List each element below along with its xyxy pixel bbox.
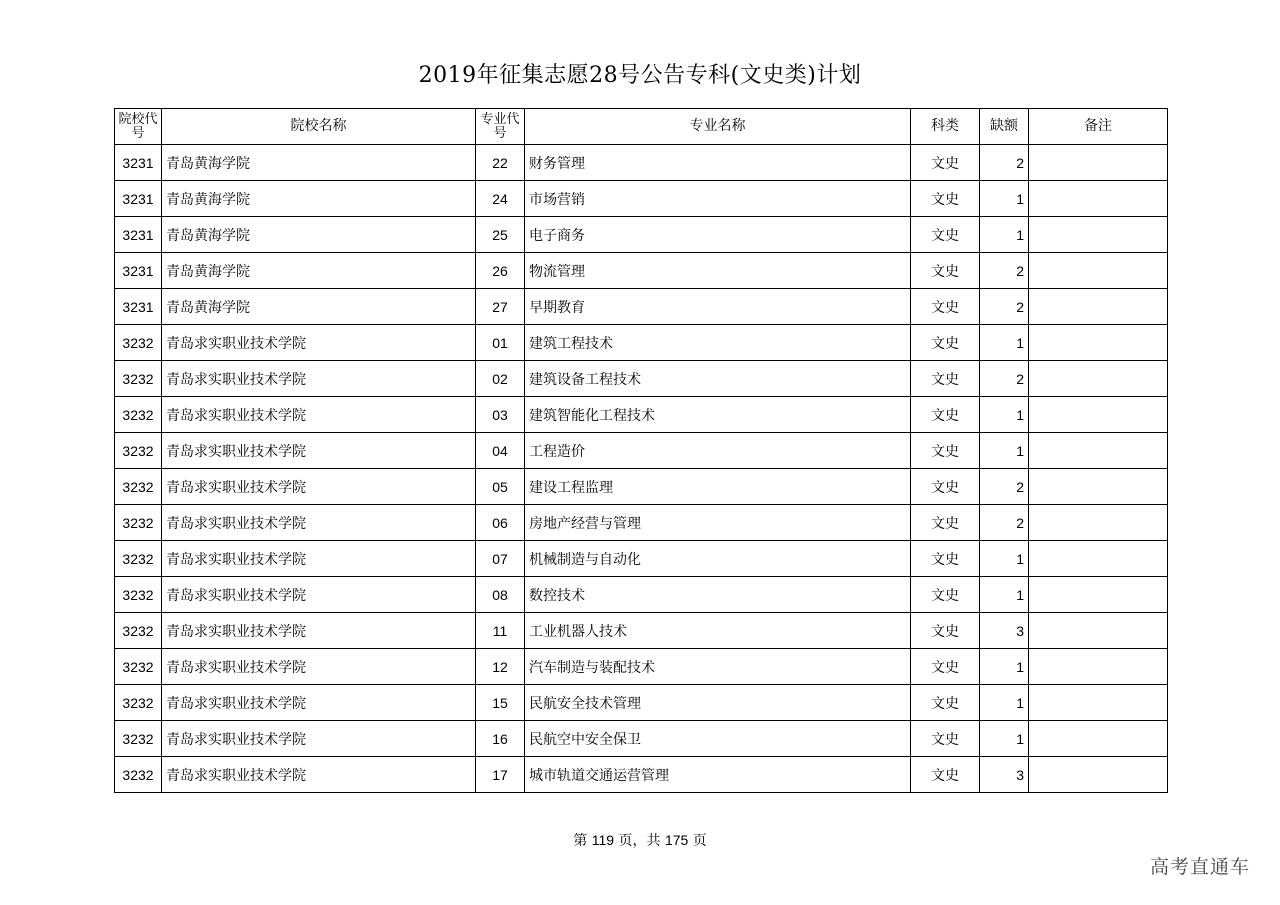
cell-remarks (1029, 361, 1168, 397)
cell-school-name: 青岛求实职业技术学院 (162, 649, 476, 685)
cell-remarks (1029, 325, 1168, 361)
cell-school-code: 3231 (115, 181, 162, 217)
cell-school-name: 青岛求实职业技术学院 (162, 325, 476, 361)
cell-vacancy: 2 (980, 361, 1029, 397)
cell-remarks (1029, 253, 1168, 289)
cell-category: 文史 (911, 361, 980, 397)
cell-category: 文史 (911, 469, 980, 505)
table-row (115, 613, 1168, 649)
table-row (115, 685, 1168, 721)
table-row (115, 253, 1168, 289)
cell-major-code: 06 (476, 505, 525, 541)
footer-middle: 页，共 (618, 833, 661, 849)
cell-category: 文史 (911, 757, 980, 793)
cell-major-name: 电子商务 (525, 217, 911, 253)
cell-school-code: 3232 (115, 361, 162, 397)
cell-remarks (1029, 505, 1168, 541)
cell-school-code: 3232 (115, 613, 162, 649)
table-row (115, 649, 1168, 685)
cell-major-code: 03 (476, 397, 525, 433)
cell-school-code: 3232 (115, 541, 162, 577)
plan-table (114, 108, 1168, 793)
cell-major-name: 汽车制造与装配技术 (525, 649, 911, 685)
header-vacancy: 缺额 (980, 109, 1029, 145)
cell-major-code: 15 (476, 685, 525, 721)
cell-vacancy: 2 (980, 253, 1029, 289)
cell-major-code: 02 (476, 361, 525, 397)
cell-school-code: 3231 (115, 217, 162, 253)
cell-major-code: 11 (476, 613, 525, 649)
cell-major-code: 16 (476, 721, 525, 757)
table-row (115, 289, 1168, 325)
cell-category: 文史 (911, 613, 980, 649)
cell-major-name: 早期教育 (525, 289, 911, 325)
cell-remarks (1029, 397, 1168, 433)
footer-total-pages: 175 (664, 832, 689, 848)
cell-school-code: 3231 (115, 289, 162, 325)
table-row (115, 181, 1168, 217)
cell-remarks (1029, 541, 1168, 577)
cell-major-name: 数控技术 (525, 577, 911, 613)
cell-vacancy: 2 (980, 469, 1029, 505)
table-row (115, 433, 1168, 469)
cell-remarks (1029, 433, 1168, 469)
page-title: 2019年征集志愿28号公告专科(文史类)计划 (418, 63, 862, 88)
cell-major-name: 民航安全技术管理 (525, 685, 911, 721)
cell-vacancy: 1 (980, 541, 1029, 577)
cell-school-name: 青岛求实职业技术学院 (162, 469, 476, 505)
cell-remarks (1029, 613, 1168, 649)
cell-category: 文史 (911, 433, 980, 469)
table-row (115, 577, 1168, 613)
cell-vacancy: 1 (980, 181, 1029, 217)
cell-remarks (1029, 217, 1168, 253)
cell-vacancy: 1 (980, 433, 1029, 469)
cell-school-name: 青岛求实职业技术学院 (162, 397, 476, 433)
cell-major-code: 01 (476, 325, 525, 361)
cell-major-name: 机械制造与自动化 (525, 541, 911, 577)
cell-school-name: 青岛黄海学院 (162, 253, 476, 289)
cell-school-code: 3231 (115, 145, 162, 181)
cell-school-name: 青岛求实职业技术学院 (162, 433, 476, 469)
cell-category: 文史 (911, 541, 980, 577)
cell-major-code: 05 (476, 469, 525, 505)
cell-remarks (1029, 757, 1168, 793)
cell-remarks (1029, 289, 1168, 325)
cell-school-name: 青岛黄海学院 (162, 145, 476, 181)
header-school-code: 院校代号 (115, 109, 162, 145)
cell-school-name: 青岛求实职业技术学院 (162, 541, 476, 577)
cell-category: 文史 (911, 217, 980, 253)
footer-suffix: 页 (692, 833, 707, 849)
cell-vacancy: 1 (980, 685, 1029, 721)
header-major-name: 专业名称 (525, 109, 911, 145)
page-footer (0, 830, 1280, 850)
cell-remarks (1029, 145, 1168, 181)
table-row (115, 721, 1168, 757)
cell-school-code: 3232 (115, 397, 162, 433)
cell-major-code: 17 (476, 757, 525, 793)
header-remarks: 备注 (1029, 109, 1168, 145)
cell-category: 文史 (911, 181, 980, 217)
cell-remarks (1029, 685, 1168, 721)
cell-school-code: 3232 (115, 433, 162, 469)
cell-category: 文史 (911, 397, 980, 433)
cell-major-name: 建筑工程技术 (525, 325, 911, 361)
cell-vacancy: 1 (980, 325, 1029, 361)
cell-major-name: 工程造价 (525, 433, 911, 469)
cell-remarks (1029, 649, 1168, 685)
cell-school-code: 3232 (115, 577, 162, 613)
table-body (115, 145, 1168, 793)
cell-school-name: 青岛黄海学院 (162, 289, 476, 325)
cell-school-code: 3232 (115, 649, 162, 685)
cell-school-code: 3232 (115, 505, 162, 541)
cell-school-code: 3231 (115, 253, 162, 289)
cell-vacancy: 1 (980, 649, 1029, 685)
table-row (115, 145, 1168, 181)
cell-school-name: 青岛求实职业技术学院 (162, 757, 476, 793)
cell-major-name: 物流管理 (525, 253, 911, 289)
cell-major-code: 26 (476, 253, 525, 289)
cell-school-name: 青岛求实职业技术学院 (162, 361, 476, 397)
cell-remarks (1029, 181, 1168, 217)
cell-category: 文史 (911, 289, 980, 325)
cell-vacancy: 1 (980, 721, 1029, 757)
table-header-row (115, 109, 1168, 145)
table-row (115, 397, 1168, 433)
cell-remarks (1029, 469, 1168, 505)
cell-school-name: 青岛黄海学院 (162, 217, 476, 253)
cell-major-name: 建筑设备工程技术 (525, 361, 911, 397)
cell-category: 文史 (911, 685, 980, 721)
cell-school-name: 青岛求实职业技术学院 (162, 613, 476, 649)
cell-vacancy: 2 (980, 505, 1029, 541)
cell-major-code: 12 (476, 649, 525, 685)
cell-school-name: 青岛求实职业技术学院 (162, 721, 476, 757)
cell-major-name: 房地产经营与管理 (525, 505, 911, 541)
cell-vacancy: 3 (980, 757, 1029, 793)
cell-major-name: 工业机器人技术 (525, 613, 911, 649)
cell-major-name: 建筑智能化工程技术 (525, 397, 911, 433)
footer-page-number: 119 (591, 832, 615, 848)
cell-category: 文史 (911, 145, 980, 181)
table-row (115, 217, 1168, 253)
cell-school-code: 3232 (115, 721, 162, 757)
cell-major-code: 22 (476, 145, 525, 181)
watermark-text: 高考直通车 (1149, 856, 1250, 878)
cell-vacancy: 2 (980, 289, 1029, 325)
header-category: 科类 (911, 109, 980, 145)
cell-school-name: 青岛求实职业技术学院 (162, 577, 476, 613)
cell-major-name: 建设工程监理 (525, 469, 911, 505)
table-row (115, 541, 1168, 577)
cell-major-name: 财务管理 (525, 145, 911, 181)
cell-category: 文史 (911, 649, 980, 685)
cell-category: 文史 (911, 577, 980, 613)
cell-major-code: 04 (476, 433, 525, 469)
table-row (115, 325, 1168, 361)
cell-vacancy: 1 (980, 577, 1029, 613)
cell-category: 文史 (911, 253, 980, 289)
cell-school-name: 青岛求实职业技术学院 (162, 685, 476, 721)
table-row (115, 361, 1168, 397)
cell-school-code: 3232 (115, 469, 162, 505)
cell-major-code: 08 (476, 577, 525, 613)
footer-prefix: 第 (573, 833, 588, 849)
cell-major-code: 27 (476, 289, 525, 325)
cell-major-code: 24 (476, 181, 525, 217)
cell-category: 文史 (911, 325, 980, 361)
header-major-code: 专业代号 (476, 109, 525, 145)
cell-school-name: 青岛求实职业技术学院 (162, 505, 476, 541)
table-row (115, 757, 1168, 793)
cell-vacancy: 2 (980, 145, 1029, 181)
cell-major-code: 07 (476, 541, 525, 577)
cell-school-name: 青岛黄海学院 (162, 181, 476, 217)
cell-remarks (1029, 577, 1168, 613)
cell-category: 文史 (911, 721, 980, 757)
cell-vacancy: 3 (980, 613, 1029, 649)
cell-major-name: 市场营销 (525, 181, 911, 217)
cell-category: 文史 (911, 505, 980, 541)
header-school-name: 院校名称 (162, 109, 476, 145)
table-row (115, 505, 1168, 541)
cell-major-name: 民航空中安全保卫 (525, 721, 911, 757)
cell-major-name: 城市轨道交通运营管理 (525, 757, 911, 793)
table-row (115, 469, 1168, 505)
cell-remarks (1029, 721, 1168, 757)
cell-school-code: 3232 (115, 325, 162, 361)
cell-school-code: 3232 (115, 757, 162, 793)
cell-major-code: 25 (476, 217, 525, 253)
cell-vacancy: 1 (980, 397, 1029, 433)
cell-school-code: 3232 (115, 685, 162, 721)
cell-vacancy: 1 (980, 217, 1029, 253)
